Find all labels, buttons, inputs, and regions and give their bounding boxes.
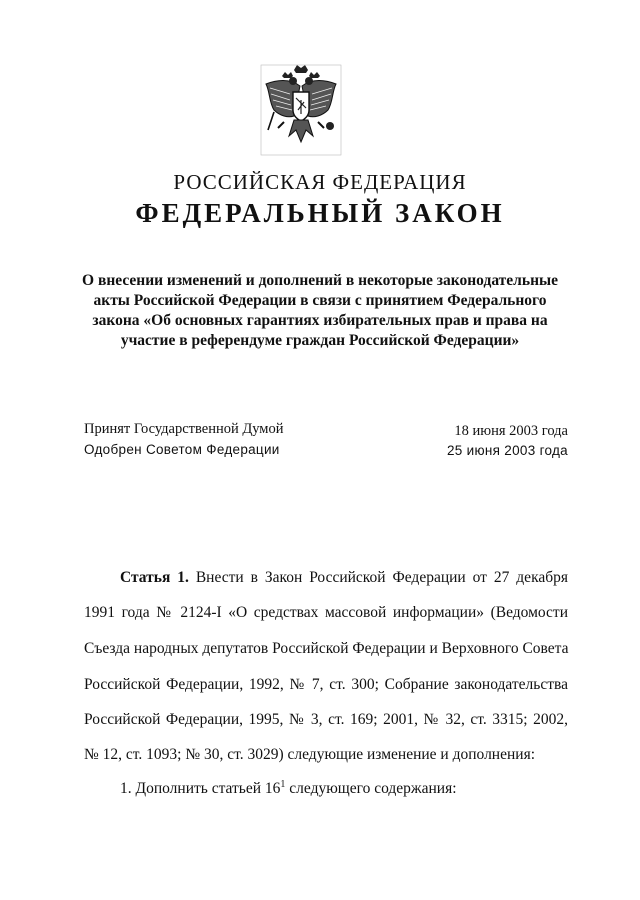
document-type-heading: ФЕДЕРАЛЬНЫЙ ЗАКОН [135,198,505,228]
duma-adoption-label: Принят Государственной Думой [84,421,284,437]
title-line: О внесении изменений и дополнений в некоторые законодательные [82,272,558,289]
article-1-line: Российской Федерации, 1992, № 7, ст. 300; Собрание законодательства [84,676,568,693]
title-line: акты Российской Федерации в связи с принятием Федерального [93,292,547,309]
council-approval-label: Одобрен Советом Федерации [84,442,280,457]
document-title [60,271,580,351]
article-1-line: № 12, ст. 1093; № 30, ст. 3029) следующие изменение и дополнения: [84,746,535,763]
article-1-first-line [120,569,568,587]
item-1-superscript: 1 [280,778,286,790]
duma-adoption-date: 18 июня 2003 года [454,423,568,439]
article-label: Статья 1. [120,569,189,586]
article-1-line: Съезда народных депутатов Российской Федерации и Верховного Совета [84,640,569,657]
council-approval-date: 25 июня 2003 года [446,443,568,458]
article-1-line: Российской Федерации, 1995, № 3, ст. 169; 2001, № 32, ст. 3315; 2002, [84,711,568,728]
article-1-line: 1991 года № 2124-I «О средствах массовой информации» (Ведомости [84,604,568,621]
title-line: участие в референдуме граждан Российской Федерации» [120,332,520,349]
title-line: закона «Об основных гарантиях избирательных прав и права на [92,312,548,329]
coat-of-arms-emblem [260,64,342,156]
article-1-text: Внести в Закон Российской Федерации от 27 декабря [195,569,569,586]
item-1-text-end: следующего содержания: [285,780,457,797]
country-heading: РОССИЙСКАЯ ФЕДЕРАЦИЯ [173,170,467,194]
item-1-text-start: 1. Дополнить статьей 16 [120,780,281,797]
item-1 [120,780,568,798]
